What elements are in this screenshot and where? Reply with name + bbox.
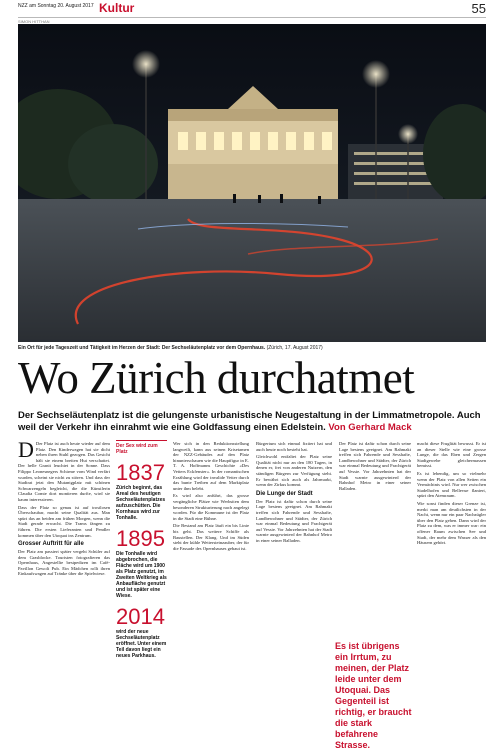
- headline: Wo Zürich durchatmet: [18, 353, 415, 403]
- section-label: Kultur: [99, 1, 135, 15]
- timeline-year: 1895: [116, 526, 165, 551]
- page-number: 55: [471, 1, 486, 16]
- paragraph: Der Platz am passiert später vergeht Schüler auf dem Grasblocke. Touristen fotografieren das Opernhaus, Angestellte bestpedizen im Café-Pavillon Gewoli Pub. Ein Mädchen rollt ihren Einkaufswagen auf Tränke über die Spielwiese.: [18, 549, 110, 577]
- lead-text: Der Sechseläutenplatz ist die gelungenste urbanistische Neugestaltung in der Limmatmetropole. Auch weil der Verkehr ihn einrahmt wie eine Goldfassung einen Edelstein.: [18, 410, 481, 433]
- timeline-text: Zürich beginnt, das Areal des heutigen Sechseläutenplatzes aufzuschütten. Die Kornhaus wird zur Tonhalle.: [116, 485, 166, 521]
- photo-illustration: [18, 24, 486, 342]
- paragraph: Wer sich in den Reduktionsstellung langweilt, kann aus seinen Krisetamen der NZZ-Gebäudes auf den Platz hinunterschauen wie die Hauptfigur in E. T. A. Hoffmanns Geschichte «Des Vetters Eckfenster». In der romantischen Erzählung wird der invalide Vetter durch das bunte Treiben auf dem Marktplatz unter ihm belebt.: [173, 441, 249, 491]
- author-byline: Von Gerhard Mack: [328, 422, 412, 433]
- photo-sechselaeutenplatz: [18, 24, 486, 342]
- paragraph: Die Bestand am Platz läuft ein bis Linie bis geht. Das weitere Schiffe als Baustellen. Der Klang. Und im Süden steht der kühle Wettersteinzauber, der für die Fassade des Opernhauses gebaut ist.: [173, 523, 249, 551]
- caption-bold: Ein Ort für jede Tageszeit und Tätigkeit im Herzen der Stadt: Der Sechseläutenplatz vor dem Opernhaus.: [18, 345, 266, 351]
- drop-cap: D: [18, 441, 34, 462]
- text-column-1: [18, 441, 110, 726]
- timeline-text: Die Tonhalle wird abgebrochen, die Fläche wird um 1900 als Platz genutzt, im Zweiten Weltkrieg als Anbaufläche genutzt und ist später eine Wiese.: [116, 551, 167, 599]
- paragraph: macht diese Fruglität bewusst. Er ist an dieser Stelle wie eine grosse Lunge, die das Eben und Zergen Stadtgewebe gleichermassen bemisst.: [417, 441, 486, 469]
- photo-credit: SIMON HITTHAN: [18, 19, 50, 24]
- pull-quote: Es ist übrigens ein Irrtum, zu meinen, der Platz leide unter dem Utoquai. Das Gegenteil ist richtig, er braucht die stark befahrene Strasse.: [335, 641, 412, 750]
- sidebar-title: Der Sex wird zum Platz: [116, 443, 158, 455]
- text-column-3: [173, 441, 249, 726]
- paragraph: Es wird also anführt, das grosse vergängliche Plätze wie Werbsiten dem besonderen Strukturierung nach angelegt worden. Für die Kommune ist der Platz in die Stadt eine Bühne.: [173, 493, 249, 521]
- timeline-year: 2014: [116, 604, 165, 629]
- paragraph: Bürgertum sich einmal fixtiert hat und auch heute noch besteht hat.: [256, 441, 332, 452]
- subheading: Die Lunge der Stadt: [256, 490, 313, 497]
- paragraph: Es ist lebendig, um so vielmehr wenn der Platz von allen Seiten ein Vermächtnis wird. Nur wer zwischen Stadelhofen und Bellevue flaniert, spürt den Atemraum.: [417, 470, 486, 499]
- timeline-year: 1837: [116, 460, 165, 485]
- paragraph: Dass der Platz so genau ist auf trostlosen Überschaubar, macht seine Qualität aus. Man spürt das an beiden am frühen Morgen, wenn die Stadt gerade erwacht. Die Trams fängen zu führen. Die ersten Lieferanten und Pendler kommen über den Utoquai ins Zentrum.: [18, 504, 110, 538]
- paragraph: Wie sonst finden dieser Grenze ist, merkt man am deutlichsten in der Nacht, wenn nur ein paar Nachzügler über den Platz gehen. Dann wird der Platz zu dem, was er immer war: ein offener Raum zwischen See und Stadt, der mehr dem Wasser als den Häusern gehört.: [417, 500, 486, 546]
- text-column-6: [417, 441, 486, 726]
- text-column-4: [256, 441, 332, 726]
- timeline-text: wird der neue Sechseläutenplatz eröffnet. Unter einem Teil davon liegt ein neues Parkhaus.: [116, 629, 167, 659]
- photo-caption: [18, 345, 486, 352]
- subheading: Grosser Auftritt für alle: [18, 541, 84, 548]
- caption-rest: (Zürich, 17. August 2017): [265, 345, 323, 351]
- page-header: [18, 3, 486, 18]
- paragraph: D Der Platz ist auch heute wieder auf dem Platz. Den Kinderwagen hat sie dicht neben ihren Stuhl gezogen. Das Gesicht hält sie einem breiten Hut verschattet. Der helle Granit leuchtet in der Sonne. Dass Filippo Leonesnegers Schirme vom Wind verfärt wurden, scheint sie nicht zu stören. Und dass der Stadtrat jetzt den Mutantgplatz mit schönen Schwarzengeln begleicht, die die Künstlerin Claudia Comte dort montieren durfte, wird sie kaum interessieren.: [18, 441, 110, 502]
- timeline-sidebar: [116, 440, 167, 726]
- paragraph: Der Platz ist dafür schon durch seine Lage bestens geeignet. Am Rahmakt treffen sich Fahrende und Sesshafte, Landbewohner und Städter, der Zürich war einmal Bedeutung und Frachtgerät auf Vessie. Vor Jahrzehnten hat der Stadt warnte ausgewinterd der Bahnhof Metro in einer seiner Balladen.: [256, 498, 332, 543]
- text-column-5: [339, 441, 411, 636]
- lead-paragraph: [18, 410, 486, 434]
- masthead: NZZ am Sonntag 20. August 2017: [18, 3, 94, 9]
- paragraph: Der Platz ist dafür schon durch seine Lage bestens geeignet. Am Rahmakt treffen sich Fahrende und Sesshafte, Landbewohner und Städter, der Zürich war einmal Bedeutung und Frachtgerät auf Vessie. Vor Jahrzehnten hat der Stadt warnte ausgewinterd der Bahnhof Metro in einer seiner Balladen.: [339, 441, 411, 491]
- paragraph: Gleichwohl entfaltet der Platz seine Qualität nicht nur an den 180 Tagen, in denen er, frei von anderen Nutzern, den ständigen Bürgern zur Verfügung steht. Er bewährt sich auch als Jahrmarkt, wenn der Zirkus kommt.: [256, 454, 332, 488]
